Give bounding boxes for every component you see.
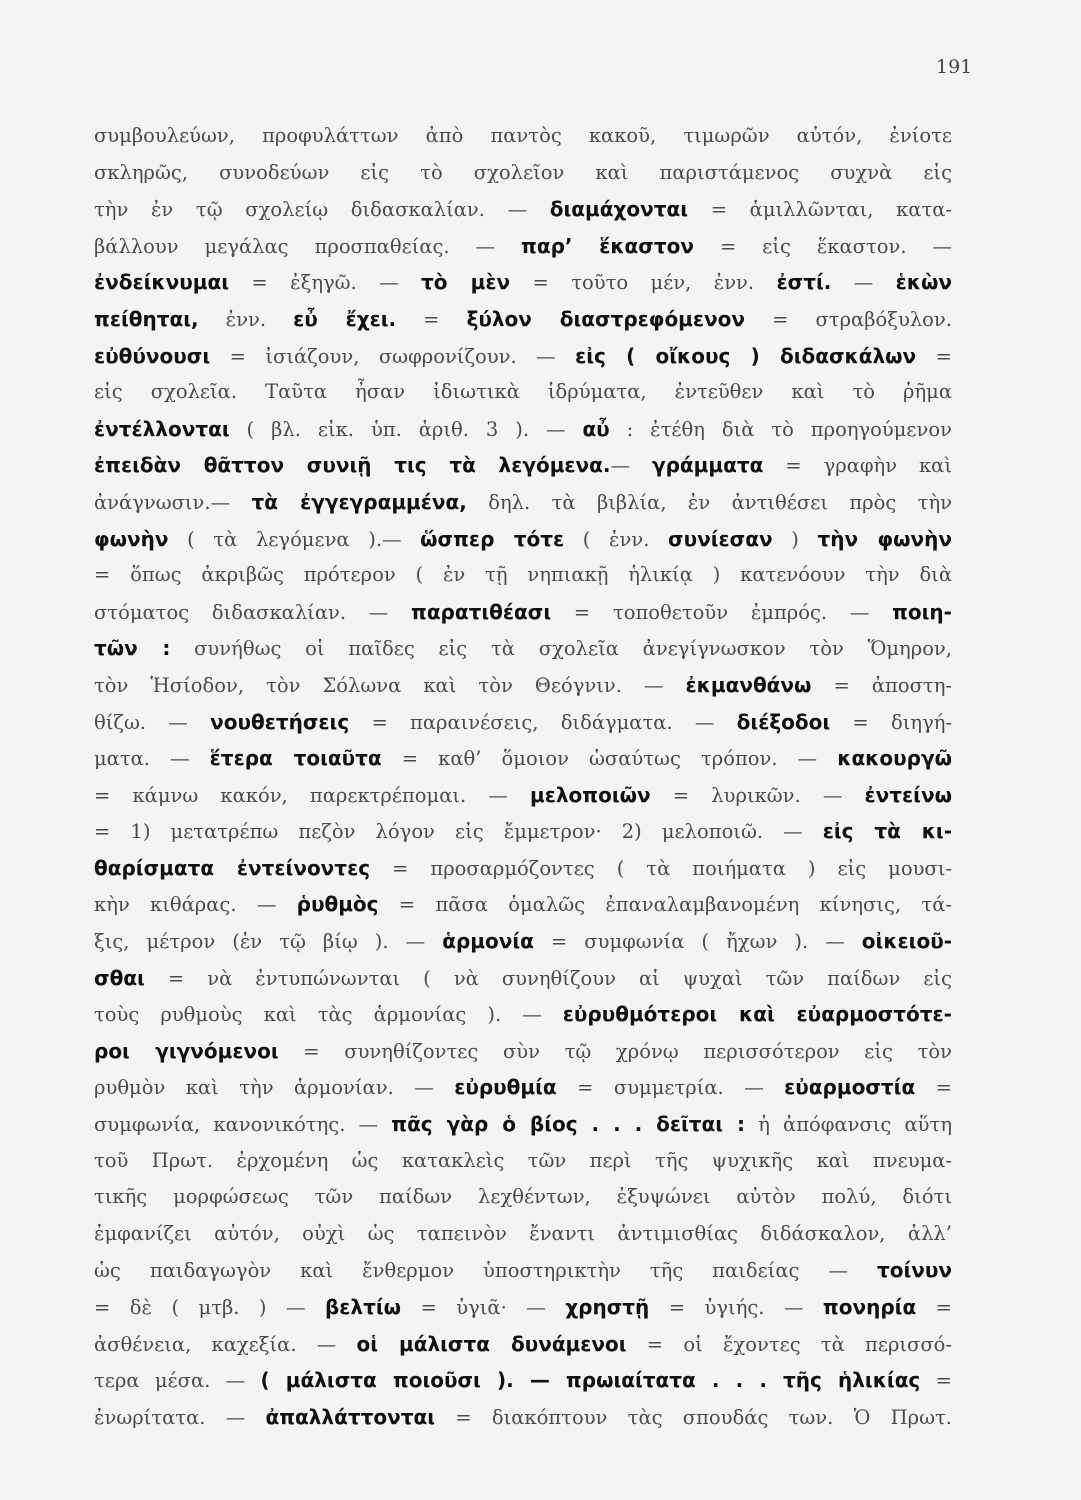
lemma-term: οἱ μάλιστα δυνάμενοι [356,1331,627,1356]
gloss-text: = δὲ ( μτβ. ) — [94,1296,325,1319]
lemma-term: πονηρία [822,1295,917,1319]
gloss-text: = συμμετρία. — [556,1076,785,1100]
text-line [94,1143,952,1180]
text-line [94,484,952,521]
text-line [94,594,952,631]
gloss-text: = ἀποστη- [811,673,952,697]
gloss-text: ἀνάγνωσιν.— [94,490,252,514]
lemma-term: θαρίσματα ἐντείνοντες [94,855,371,880]
gloss-text: = συμφωνία ( ἤχων ). — [533,930,862,954]
gloss-text: = προσαρμόζοντες ( τὰ ποιήματα ) εἰς μουσι- [370,856,952,880]
text-line [94,1033,952,1070]
lemma-term: τῶν : [94,636,171,661]
text-line [94,264,952,301]
gloss-text: ( βλ. εἰκ. ὑπ. ἀριθ. 3 ). — [229,417,583,441]
gloss-text: = [915,1076,952,1100]
gloss-text: = [916,344,952,368]
gloss-text: = νὰ ἐντυπώνωνται ( νὰ συνηθίζουν αἱ ψυχαὶ τῶν παίδων εἰς [144,966,952,990]
lemma-term: τὸ μὲν [421,270,511,295]
gloss-text: ξις, μέτρον (ἐν τῷ βίῳ ). — [94,930,443,954]
lemma-term: κακουργῶ [837,746,952,771]
commentary-text [94,118,952,1435]
text-line [94,813,952,850]
gloss-text: = διακόπτουν τὰς σπουδάς των. Ὁ Πρωτ. [435,1405,952,1429]
text-line [94,228,952,265]
gloss-text: τερα μέσα. — [94,1369,261,1393]
lemma-term: εὐαρμοστία [784,1075,916,1100]
gloss-text: τὸν Ἡσίοδον, τὸν Σόλωνα καὶ τὸν Θεόγνιν. — [94,673,686,697]
text-line [94,521,952,558]
lemma-term: εὖ ἔχει. [293,306,397,331]
lemma-term: τὴν φωνὴν [817,526,952,551]
gloss-text: = ἰσιάζουν, σωφρονίζουν. — [210,344,576,368]
text-line [94,1289,952,1326]
gloss-text: ) [772,527,818,551]
gloss-text: = ὑγιής. — [649,1296,823,1319]
lemma-term: εἰς ( οἴκους ) διδασκάλων [575,343,917,368]
page-number: 191 [936,56,973,78]
lemma-term: ἑκὼν [895,270,952,295]
gloss-text: — [610,454,652,478]
gloss-text: τικῆς μορφώσεως τῶν παίδων λεχθέντων, ἐξυψώνει αὐτὸν πολύ, διότι [94,1185,952,1209]
text-line [94,1069,952,1106]
text-line [94,118,952,155]
lemma-term: βελτίω [324,1295,402,1319]
lemma-term: ποιη- [892,599,952,624]
gloss-text: βάλλουν μεγάλας προσπαθείας. — [94,234,522,258]
lemma-term: ἐπειδὰν θᾶττον συνιῇ τις τὰ λεγόμενα. [94,453,611,478]
text-line [94,301,952,338]
lemma-term: ἁρμονία [442,929,534,954]
gloss-text: = τοῦτο μέν, ἐνν. [510,271,777,295]
gloss-text: κὴν κιθάρας. — [94,893,297,917]
gloss-text: = διηγή- [830,710,952,734]
gloss-text: εἰς σχολεῖα. Ταῦτα ἦσαν ἰδιωτικὰ ἱδρύματα, ἐντεῦθεν καὶ τὸ ῥῆμα [94,380,952,404]
gloss-text: = [396,307,467,331]
gloss-text: τοὺς ρυθμοὺς καὶ τὰς ἁρμονίας ). — [94,1003,563,1027]
gloss-text: σκληρῶς, συνοδεύων εἰς τὸ σχολεῖον καὶ παριστάμενος συχνὰ εἰς [94,160,952,184]
gloss-text: ματα. — [94,747,210,771]
gloss-text: = καθ’ ὅμοιον ὡσαύτως τρόπον. — [381,747,838,771]
lemma-term: ξύλον διαστρεφόμενον [466,306,746,331]
lemma-term: εὐθύνουσι [94,343,211,368]
lemma-term: σθαι [94,965,145,990]
gloss-text: = γραφὴν καὶ [763,454,952,478]
gloss-text: = στραβόξυλον. [745,307,952,331]
text-line [94,996,952,1033]
lemma-term: διαμάχονται [549,197,689,222]
gloss-text: συμφωνία, κανονικότης. — [94,1113,392,1137]
lemma-term: διέξοδοι [736,709,831,734]
text-line [94,374,952,411]
lemma-term: τοίνυν [876,1258,952,1283]
lemma-term: ἐντείνω [864,782,952,807]
gloss-text: τοῦ Πρωτ. ἐρχομένη ὡς κατακλεὶς τῶν περὶ τῆς ψυχικῆς καὶ πνευμα- [94,1148,952,1172]
lemma-term: μελοποιῶν [530,782,651,807]
lemma-term: ἐστί. [776,270,832,295]
text-line [94,850,952,887]
gloss-text: = πᾶσα ὁμαλῶς ἐπαναλαμβανομένη κίνησις, τά- [378,893,952,917]
gloss-text: = εἰς ἕκαστον. — [694,234,952,258]
gloss-text: ἀσθένεια, καχεξία. — [94,1332,357,1356]
gloss-text: στόματος διδασκαλίαν. — [94,600,411,624]
gloss-text: = 1) μετατρέπω πεζὸν λόγον εἰς ἔμμετρον· 2) μελοποιῶ. — [94,820,823,844]
text-line [94,777,952,814]
gloss-text: ἡ ἀπόφανσις αὕτη [745,1113,952,1137]
text-line [94,191,952,228]
gloss-text: = ὑγιᾶ· — [401,1296,566,1319]
text-line [94,960,952,997]
lemma-term: συνίεσαν [668,526,773,551]
gloss-text: = παραινέσεις, διδάγματα. — [349,710,737,734]
text-line [94,1106,952,1143]
lemma-term: νουθετήσεις [210,709,350,734]
gloss-text: = [916,1296,952,1319]
lemma-term: οἰκειοῦ- [861,929,952,954]
gloss-text: : ἐτέθη διὰ τὸ προηγούμενον [609,417,952,441]
gloss-text: ( τὰ λεγόμενα ).— [168,527,421,551]
lemma-term: ἐκμανθάνω [685,672,812,697]
gloss-text: ἐνν. [198,307,294,331]
text-line [94,923,952,960]
gloss-text: δηλ. τὰ βιβλία, ἐν ἀντιθέσει πρὸς τὴν [466,490,952,514]
gloss-text: θίζω. — [94,710,211,734]
text-line [94,1216,952,1253]
lemma-term: χρηστῇ [565,1295,650,1319]
lemma-term: αὖ [582,416,610,441]
gloss-text: = τοποθετοῦν ἐμπρός. — [551,600,893,624]
text-line [94,740,952,777]
text-line [94,1179,952,1216]
gloss-text: = οἱ ἔχοντες τὰ περισσό- [626,1332,952,1356]
lemma-term: ( μάλιστα ποιοῦσι ). — πρωιαίτατα . . . τῆς ἡλικίας [260,1368,921,1393]
gloss-text: = [920,1369,952,1393]
text-line [94,338,952,375]
text-line [94,886,952,923]
text-line [94,704,952,741]
lemma-term: πᾶς γὰρ ὁ βίος . . . δεῖται : [391,1112,746,1137]
lemma-term: παρατιθέασι [411,599,552,624]
lemma-term: ἐνδείκνυμαι [94,270,230,295]
text-line [94,411,952,448]
text-line [94,630,952,667]
text-line [94,667,952,704]
gloss-text: ἐνωρίτατα. — [94,1405,266,1429]
gloss-text: ὡς παιδαγωγὸν καὶ ἔνθερμον ὑποστηρικτὴν τῆς παιδείας — [94,1259,877,1283]
lemma-term: εἰς τὰ κι- [822,819,952,844]
text-line [94,447,952,484]
lemma-term: ἀπαλλάττονται [265,1404,436,1429]
lemma-term: ὥσπερ τότε [420,526,565,551]
lemma-term: ροι γιγνόμενοι [94,1038,279,1063]
gloss-text: ρυθμὸν καὶ τὴν ἁρμονίαν. — [94,1076,455,1100]
text-line [94,1252,952,1289]
text-line [94,155,952,192]
text-line [94,1399,952,1436]
lemma-term: πείθηται, [94,306,199,331]
gloss-text: = συνηθίζοντες σὺν τῷ χρόνῳ περισσότερον εἰς τὸν [278,1039,952,1063]
gloss-text: συνήθως οἱ παῖδες εἰς τὰ σχολεῖα ἀνεγίγνωσκον τὸν Ὅμηρον, [170,637,952,661]
lemma-term: φωνὴν [94,526,169,551]
gloss-text: = λυρικῶν. — [650,783,865,807]
lemma-term: γράμματα [651,453,764,478]
gloss-text: = ὅπως ἀκριβῶς πρότερον ( ἐν τῇ νηπιακῇ ἡλικίᾳ ) κατενόουν τὴν διὰ [94,563,952,587]
gloss-text: = κάμνω κακόν, παρεκτρέπομαι. — [94,783,531,807]
lemma-term: ἕτερα τοιαῦτα [209,746,382,771]
lemma-term: τὰ ἐγγεγραμμένα, [251,489,467,514]
lemma-term: ἐντέλλονται [94,416,230,441]
gloss-text: συμβουλεύων, προφυλάττων ἀπὸ παντὸς κακοῦ, τιμωρῶν αὐτόν, ἐνίοτε [94,124,952,147]
gloss-text: = ἐξηγῶ. — [229,271,422,295]
lemma-term: εὐρυθμότεροι καὶ εὐαρμοστότε- [562,1002,952,1027]
lemma-term: παρ’ ἕκαστον [521,233,694,258]
lemma-term: εὐρυθμία [454,1075,557,1100]
gloss-text: τὴν ἐν τῷ σχολείῳ διδασκαλίαν. — [94,198,550,222]
gloss-text: = ἁμιλλῶνται, κατα- [688,198,952,222]
lemma-term: ῥυθμὸς [296,892,379,917]
text-line [94,1326,952,1363]
text-line [94,1362,952,1399]
gloss-text: ( ἐνν. [564,527,669,551]
text-line [94,557,952,594]
gloss-text: — [831,271,896,295]
gloss-text: ἐμφανίζει αὐτόν, οὐχὶ ὡς ταπεινὸν ἔναντι ἀντιμισθίας διδάσκαλον, ἀλλ’ [94,1221,952,1245]
